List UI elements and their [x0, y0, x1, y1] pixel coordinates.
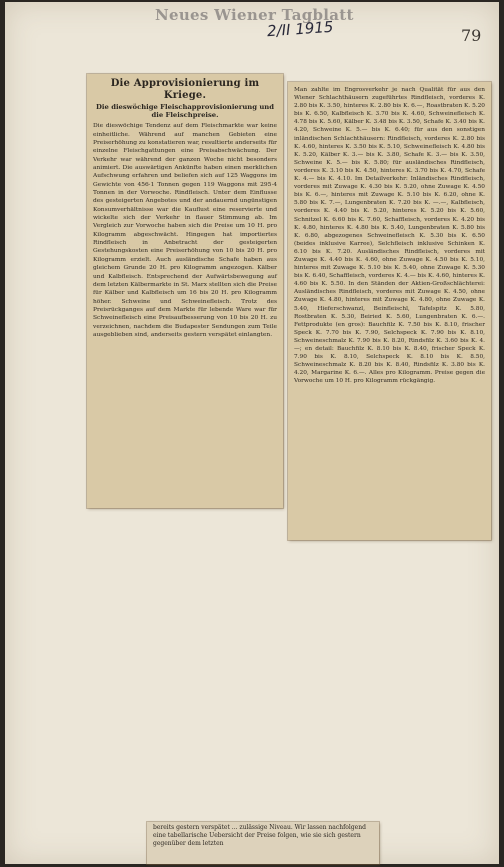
article-body: Die dieswöchige Tendenz auf dem Fleischmarkte war keine einheitliche. Während auf manchen Gebieten eine Preiserhöhung zu konstatieren war, resultierte anderseits für einzelne Fleischgattungen eine Preisabschwächung. Der Verkehr war während der ganzen Woche nicht besonders animiert. Die auswärtigen Ankünfte haben einen merklichen Aufschwung erfahren und beliefen sich auf 125 Waggons im Gewichte von 456·1 Tonnen gegen 119 Waggons mit 295·4 Tonnen in der Vorwoche. Rindfleisch. Unter dem Einflusse des gesteigerten Angebotes und der andauernd ungünstigen Konsumverhältnisse war die Kauflust eine reservierte und wickelte sich der Verkehr in flauer Stimmung ab. Im Vergleich zur Vorwoche haben sich die Preise um 10 H. pro Kilogramm abgeschwächt. Hingegen hat importiertes Rindfleisch in Anbetracht der gesteigerten Gestehungskosten eine Preiserhöhung von 10 bis 20 H. pro Kilogramm erzielt. Auch ausländische Schafe haben aus gleichem Grunde 20 H. pro Kilogramm angezogen. Kälber und Kalbfleisch. Entsprechend der Aufwärtsbewegung auf dem letzten Kälbermarkte in St. Marx stellten sich die Preise für Kälber und Kalbfleisch um 16 bis 20 H. pro Kilogramm höher. Schweine und Schweinefleisch. Trotz des Preisrückganges auf dem Markte für lebende Ware war für Schweinefleisch eine Preisaufbesserung von 10 bis 20 H. zu verzeichnen, nachdem die Budapester Sendungen zum Teile ausgeblieben sind, anderseits gestern verspätet einlangten. — [93, 123, 277, 338]
handwritten-date: 2/II 1915 — [266, 17, 334, 41]
article-subtitle: Die dieswöchige Fleischapprovisionierung und die Fleischpreise. — [96, 103, 274, 120]
page-number: 79 — [461, 26, 482, 45]
article-title: Die Approvisionierung im Kriege. — [110, 78, 260, 101]
left-newspaper-clipping — [87, 74, 283, 508]
newspaper-masthead: Neues Wiener Tagblatt — [155, 6, 354, 24]
bottom-clipping-text: bereits gestern verspätet ... zulässige Niveau. Wir lassen nachfolgend eine tabellarische Uebersicht der Preise folgen, wie sie sich gestern gegenüber dem letzten — [153, 824, 366, 847]
bottom-newspaper-clipping — [147, 822, 379, 864]
scrapbook-page — [5, 2, 499, 864]
price-list-body: Man zahlte im Engrosverkehr je nach Qualität für aus den Wiener Schlachthäusern zugeführtes Rindfleisch, vorderes K. 2.80 bis K. 3.50, hinteres K. 2.80 bis K. 6.—, Roastbraten K. 5.20 bis K. 6.50, Kalbfleisch K. 3.70 bis K. 4.60, Schweinefleisch K. 4.78 bis K. 5.60, Kälber K. 3.48 bis K. 3.50, Schafe K. 3.40 bis K. 4.20, Schweine K. 5.— bis K. 6.40; für aus den sonstigen inländischen Schlachthäusern: Rindfleisch, vorderes K. 2.80 bis K. 4.60, hinteres K. 3.50 bis K. 5.10, Schweinefleisch K. 4.80 bis K. 5.20, Kälber K. 3.— bis K. 3.80, Schafe K. 3.— bis K. 3.50, Schweine K. 5.— bis K. 5.80; für ausländisches Rindfleisch, vorderes K. 3.10 bis K. 4.50, hinteres K. 3.70 bis K. 4.70, Schafe K. 4.— bis K. 4.10. Im Detailverkehr: Inländisches Rindfleisch, vorderes mit Zuwage K. 4.30 bis K. 5.20, ohne Zuwage K. 4.50 bis K. 6.—, hinteres mit Zuwage K. 5.10 bis K. 6.20, ohne K. 5.80 bis K. 7.—, Lungenbraten K. 7.20 bis K. —.—, Kalbfleisch, vorderes K. 4.40 bis K. 5.20, hinteres K. 5.20 bis K. 5.60, Schnitzel K. 6.60 bis K. 7.60, Schaffleisch, vorderes K. 4.20 bis K. 4.80, hinteres K. 4.80 bis K. 5.40, Lungenbraten K. 5.80 bis K. 6.80, abgezogenes Schweinefleisch K. 5.30 bis K. 6.50 (beides inklusive Karree), Selchfleisch inklusive Schinken K. 6.10 bis K. 7.20. Ausländisches Rindfleisch, vorderes mit Zuwage K. 4.40 bis K. 4.60, ohne Zuwage K. 4.50 bis K. 5.10, hinteres mit Zuwage K. 5.10 bis K. 5.40, ohne Zuwage K. 5.30 bis K. 6.40, Schaffleisch, vorderes K. 4.— bis K. 4.60, hinteres K. 4.60 bis K. 5.50. In den Ständen der Aktien-Großschlächterei: Ausländisches Rindfleisch, vorderes mit Zuwage K. 4.50, ohne Zuwage K. 4.80, hinteres mit Zuwage K. 4.80, ohne Zuwage K. 5.40, Hieferschwanzl, Beinfleischl, Tafelspitz K. 5.80, Rostbraten K. 5.30, Beiried K. 5.60, Lungenbraten K. 6.—. Fettprodukte (en gros): Bauchfilz K. 7.50 bis K. 8.10, frischer Speck K. 7.70 bis K. 7.90, Selchspeck K. 7.90 bis K. 8.10, Schweineschmalz K. 7.90 bis K. 8.20, Rindsfilz K. 3.60 bis K. 4.—; en detail: Bauchfilz K. 8.10 bis K. 8.40, frischer Speck K. 7.90 bis K. 8.10, Selchspeck K. 8.10 bis K. 8.50, Schweineschmalz K. 8.20 bis K. 8.40, Rindsfilz K. 3.80 bis K. 4.20, Margarine K. 6.—. Alles pro Kilogramm. Preise gegen die Vorwoche um 10 H. pro Kilogramm rückgängig. — [294, 87, 485, 385]
right-newspaper-clipping — [288, 82, 491, 540]
